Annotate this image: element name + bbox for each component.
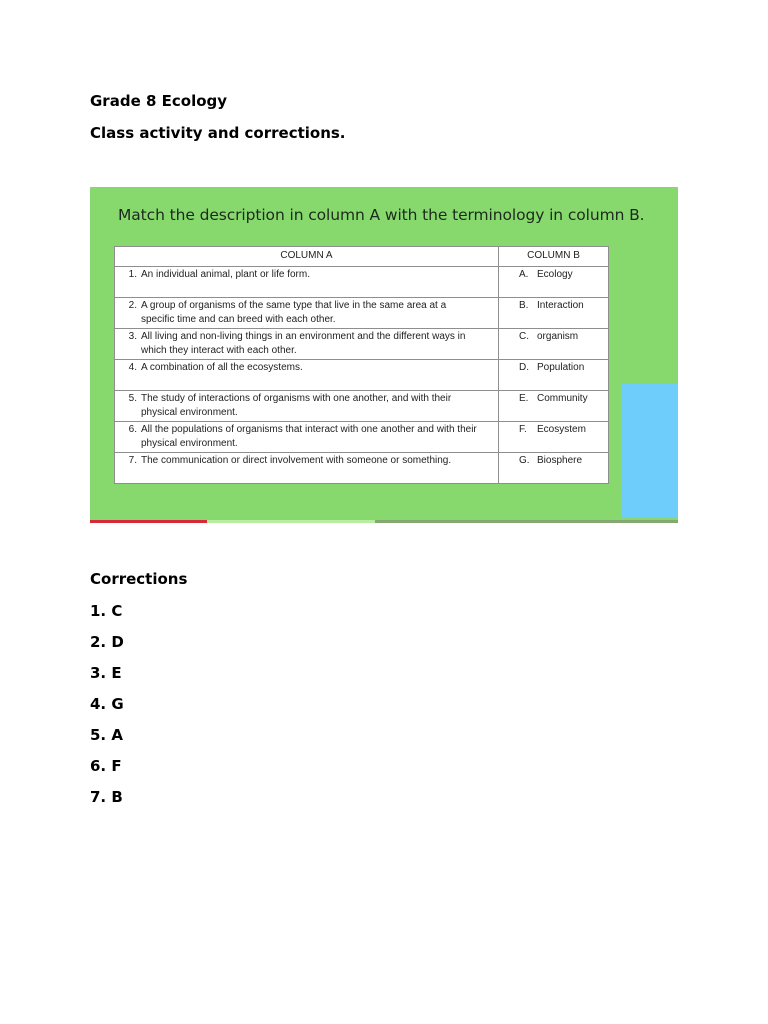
row-number: 6. xyxy=(128,424,137,435)
table-row xyxy=(115,391,609,422)
term-text: Ecology xyxy=(537,269,573,280)
term-cell xyxy=(499,422,609,453)
description-cell xyxy=(115,391,499,422)
row-number: 7. xyxy=(128,455,137,466)
table-row xyxy=(115,329,609,360)
term-text: Population xyxy=(537,362,585,373)
term-text: organism xyxy=(537,331,579,342)
list-item: 3. E xyxy=(90,664,122,682)
table-row xyxy=(115,298,609,329)
term-cell xyxy=(499,298,609,329)
progress-bar-red xyxy=(90,520,207,523)
list-item: 4. G xyxy=(90,695,124,713)
term-letter: D. xyxy=(519,362,529,373)
description-cell xyxy=(115,329,499,360)
progress-bar-green xyxy=(375,520,678,523)
term-cell xyxy=(499,391,609,422)
term-cell xyxy=(499,267,609,298)
matching-table xyxy=(114,246,609,484)
list-item: 1. C xyxy=(90,602,123,620)
description-cell xyxy=(115,298,499,329)
column-a-header: COLUMN A xyxy=(115,247,499,267)
list-item: 6. F xyxy=(90,757,122,775)
description-text: A group of organisms of the same type that live in the same area at a specific time and can breed with each other. xyxy=(141,300,447,325)
term-letter: A. xyxy=(519,269,529,280)
table-row xyxy=(115,267,609,298)
row-number: 5. xyxy=(128,393,137,404)
term-cell xyxy=(499,453,609,484)
row-number: 3. xyxy=(128,331,137,342)
corrections-heading: Corrections xyxy=(90,570,188,588)
progress-bar-light xyxy=(207,520,375,523)
activity-image xyxy=(90,187,678,523)
column-b-header: COLUMN B xyxy=(499,247,609,267)
list-item: 2. D xyxy=(90,633,124,651)
description-text: All the populations of organisms that interact with one another and with their physical environment. xyxy=(141,424,477,449)
term-cell xyxy=(499,329,609,360)
description-text: The study of interactions of organisms with one another, and with their physical environment. xyxy=(141,393,452,418)
description-text: An individual animal, plant or life form. xyxy=(141,269,310,280)
description-text: The communication or direct involvement with someone or something. xyxy=(141,455,452,466)
term-text: Community xyxy=(537,393,588,404)
term-letter: G. xyxy=(519,455,530,466)
term-letter: B. xyxy=(519,300,529,311)
table-row xyxy=(115,422,609,453)
term-text: Biosphere xyxy=(537,455,583,466)
table-header-row xyxy=(115,247,609,267)
corrections-list xyxy=(90,602,124,819)
description-cell xyxy=(115,422,499,453)
term-letter: F. xyxy=(519,424,527,435)
table-row xyxy=(115,360,609,391)
row-number: 2. xyxy=(128,300,137,311)
list-item: 5. A xyxy=(90,726,123,744)
activity-instruction: Match the description in column A with the terminology in column B. xyxy=(118,206,645,224)
description-text: All living and non-living things in an environment and the different ways in which they interact with each other. xyxy=(141,331,466,356)
description-cell xyxy=(115,453,499,484)
term-letter: E. xyxy=(519,393,529,404)
term-cell xyxy=(499,360,609,391)
list-item: 7. B xyxy=(90,788,123,806)
description-cell xyxy=(115,360,499,391)
term-text: Interaction xyxy=(537,300,584,311)
description-cell xyxy=(115,267,499,298)
blue-decoration xyxy=(622,384,678,517)
row-number: 4. xyxy=(128,362,137,373)
term-letter: C. xyxy=(519,331,529,342)
table-row xyxy=(115,453,609,484)
document-title: Grade 8 Ecology xyxy=(90,92,228,110)
term-text: Ecosystem xyxy=(537,424,586,435)
description-text: A combination of all the ecosystems. xyxy=(141,362,303,373)
document-subtitle: Class activity and corrections. xyxy=(90,124,346,142)
row-number: 1. xyxy=(128,269,137,280)
